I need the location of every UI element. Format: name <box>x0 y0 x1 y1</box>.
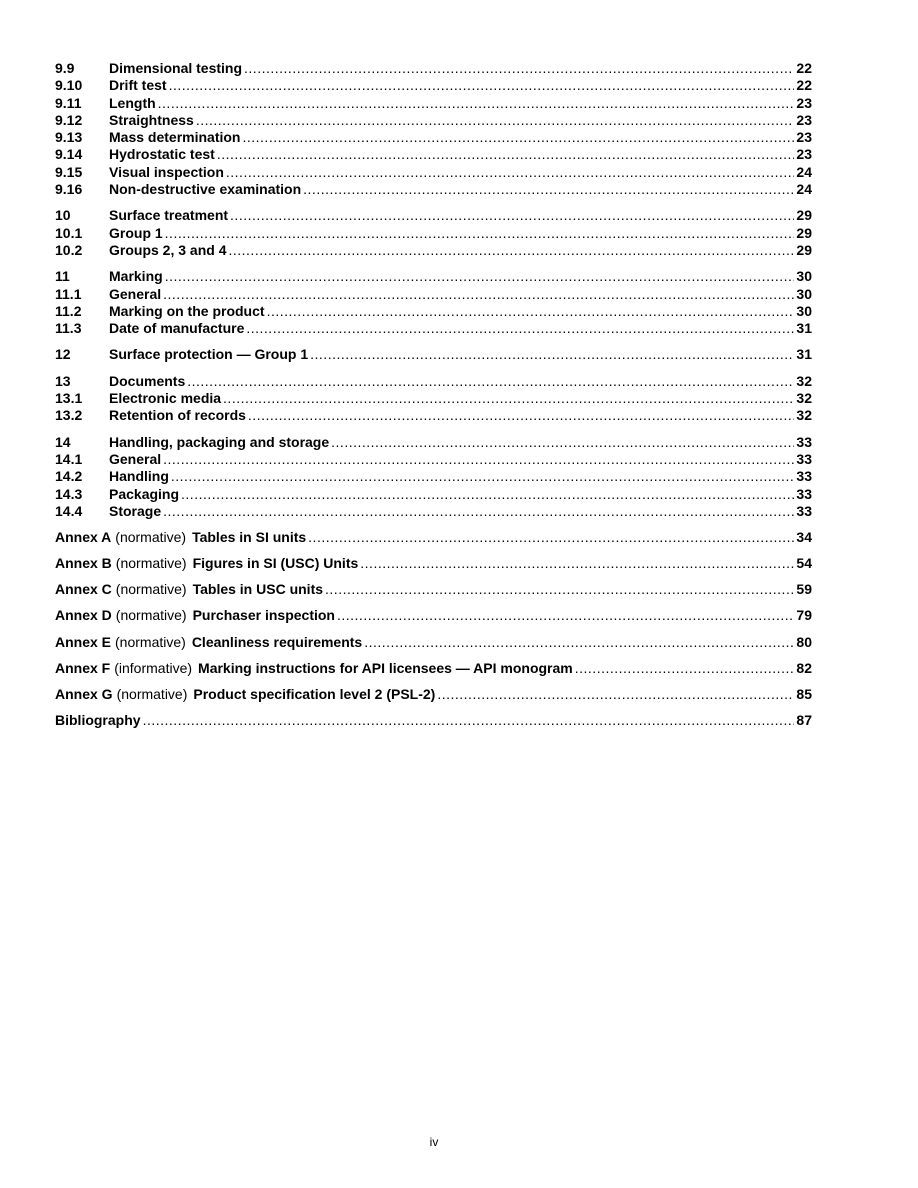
dot-leader <box>158 95 795 112</box>
toc-entry-number: 9.15 <box>55 163 83 180</box>
dot-leader <box>575 660 795 677</box>
annex-label: Annex B <box>55 555 112 572</box>
toc-group-12 <box>55 346 812 363</box>
dot-leader <box>163 286 794 303</box>
toc-entry-title: Dimensional testing <box>109 60 243 76</box>
bibliography-title: Bibliography <box>55 711 141 728</box>
toc-annex-entry[interactable] <box>55 607 812 624</box>
toc-annex-entry[interactable] <box>55 555 812 572</box>
annex-label: Annex G <box>55 685 113 702</box>
toc-bibliography-entry[interactable] <box>55 712 812 729</box>
annex-page: 59 <box>796 581 812 598</box>
toc-entry-title: Documents <box>109 372 186 389</box>
toc-entry[interactable] <box>55 373 812 390</box>
dot-leader <box>181 486 794 503</box>
toc-entry-number: 11 <box>55 268 70 285</box>
annex-page: 85 <box>796 685 812 702</box>
toc-entry-title: Group 1 <box>109 224 163 241</box>
annex-page: 80 <box>796 633 812 650</box>
toc-entry-title: Surface protection — Group 1 <box>109 346 309 363</box>
toc-annex-entry[interactable] <box>55 686 812 703</box>
dot-leader <box>308 529 794 546</box>
toc-entry-number: 9.14 <box>55 146 83 163</box>
toc-group-9 <box>55 60 812 198</box>
bibliography-page: 87 <box>796 711 812 728</box>
annex-kind: (informative) <box>114 659 193 676</box>
dot-leader <box>310 346 794 363</box>
toc-entry-title: Electronic media <box>109 390 222 407</box>
toc-entry-title: Surface treatment <box>109 207 229 224</box>
annex-label: Annex C <box>55 581 112 598</box>
annex-kind: (normative) <box>116 685 188 702</box>
toc-entry-page: 22 <box>796 60 812 76</box>
toc-annex-entry[interactable] <box>55 660 812 677</box>
annex-page: 79 <box>796 607 812 624</box>
toc-entry-title: Packaging <box>109 485 180 502</box>
toc-entry-page: 23 <box>796 111 812 128</box>
toc-entry-number: 14 <box>55 433 71 450</box>
toc-entry[interactable] <box>55 112 812 129</box>
toc-entry-page: 32 <box>796 390 812 407</box>
toc-entry[interactable] <box>55 242 812 259</box>
toc-entry-title: Non-destructive examination <box>109 181 302 198</box>
toc-entry[interactable] <box>55 486 812 503</box>
dot-leader <box>248 407 795 424</box>
toc-entry-number: 14.3 <box>55 485 83 502</box>
annex-label: Annex F <box>55 659 111 676</box>
toc-entry-page: 29 <box>796 241 812 258</box>
toc-entry-number: 14.2 <box>55 468 83 485</box>
annex-title: Cleanliness requirements <box>191 633 363 650</box>
page-number: iv <box>429 1135 439 1149</box>
annex-page: 54 <box>796 555 812 572</box>
dot-leader <box>242 129 794 146</box>
toc-entry-page: 24 <box>796 181 812 198</box>
dot-leader <box>143 712 795 729</box>
toc-entry-number: 11.2 <box>55 302 82 319</box>
toc-entry-title: Retention of records <box>109 407 246 424</box>
toc-entry-number: 14.1 <box>55 450 83 467</box>
annex-kind: (normative) <box>115 607 187 624</box>
toc-annex-entry[interactable] <box>55 634 812 651</box>
toc-group-14 <box>55 434 812 520</box>
annex-kind: (normative) <box>115 529 187 546</box>
toc-entry[interactable] <box>55 207 812 224</box>
toc-entry-number: 9.13 <box>55 129 83 146</box>
toc-entry-title: Handling <box>109 468 169 485</box>
dot-leader <box>360 555 794 572</box>
toc-entry[interactable] <box>55 407 812 424</box>
annex-title: Marking instructions for API licensees — API monogram <box>198 659 573 676</box>
toc-entry-page: 30 <box>796 285 812 302</box>
toc-entry-number: 9.9 <box>55 60 75 76</box>
toc-entry-page: 29 <box>796 224 812 241</box>
toc-entry-page: 33 <box>796 485 812 502</box>
toc-entry[interactable] <box>55 503 812 520</box>
dot-leader <box>169 77 795 94</box>
toc-entry-page: 29 <box>796 207 812 224</box>
dot-leader <box>437 686 794 703</box>
toc-entry-page: 33 <box>796 433 812 450</box>
toc-annexes <box>55 529 812 729</box>
toc-entry-number: 14.4 <box>55 502 83 519</box>
dot-leader <box>226 164 795 181</box>
toc-entry-page: 31 <box>796 346 812 363</box>
annex-page: 34 <box>796 529 812 546</box>
annex-label: Annex A <box>55 529 112 546</box>
annex-label: Annex E <box>55 633 112 650</box>
toc-entry[interactable] <box>55 146 812 163</box>
toc-entry-number: 9.12 <box>55 111 83 128</box>
toc-entry[interactable] <box>55 268 812 285</box>
toc-entry[interactable] <box>55 95 812 112</box>
annex-title: Tables in SI units <box>192 529 307 546</box>
toc-entry-title: Length <box>109 94 156 111</box>
toc-entry-title: Straightness <box>109 111 194 128</box>
dot-leader <box>246 320 794 337</box>
toc-entry[interactable] <box>55 164 812 181</box>
dot-leader <box>331 434 794 451</box>
dot-leader <box>196 112 795 129</box>
toc-entry-number: 12 <box>55 346 71 363</box>
annex-kind: (normative) <box>115 633 186 650</box>
annex-title: Purchaser inspection <box>192 607 335 624</box>
table-of-contents <box>55 60 812 738</box>
toc-entry-title: General <box>109 450 162 467</box>
toc-entry-title: Marking on the product <box>109 302 265 319</box>
toc-entry-page: 31 <box>796 320 812 337</box>
toc-entry-number: 10 <box>55 207 71 224</box>
toc-group-13 <box>55 373 812 425</box>
toc-entry-title: Groups 2, 3 and 4 <box>109 241 227 258</box>
toc-entry-title: Mass determination <box>109 129 241 146</box>
toc-entry-page: 23 <box>796 94 812 111</box>
toc-group-10 <box>55 207 812 259</box>
dot-leader <box>187 373 794 390</box>
toc-entry[interactable] <box>55 390 812 407</box>
dot-leader <box>244 60 794 77</box>
toc-entry-number: 10.1 <box>55 224 83 241</box>
toc-annex-entry[interactable] <box>55 581 812 598</box>
dot-leader <box>223 390 794 407</box>
toc-entry-number: 13 <box>55 372 71 389</box>
annex-title: Product specification level 2 (PSL-2) <box>193 685 436 702</box>
toc-entry-number: 9.11 <box>55 94 82 111</box>
toc-entry-number: 13.1 <box>55 390 83 407</box>
toc-entry[interactable] <box>55 303 812 320</box>
toc-entry[interactable] <box>55 346 812 363</box>
toc-entry-title: General <box>109 285 162 302</box>
annex-page: 82 <box>796 659 812 676</box>
toc-entry-page: 24 <box>796 163 812 180</box>
toc-entry-title: Visual inspection <box>109 163 224 180</box>
toc-annex-entry[interactable] <box>55 529 812 546</box>
dot-leader <box>171 468 795 485</box>
toc-entry-page: 22 <box>796 77 812 94</box>
dot-leader <box>230 207 794 224</box>
toc-entry-page: 33 <box>796 450 812 467</box>
toc-entry-number: 13.2 <box>55 407 83 424</box>
toc-group-11 <box>55 268 812 337</box>
toc-entry-page: 33 <box>796 468 812 485</box>
toc-entry[interactable] <box>55 468 812 485</box>
toc-entry-page: 23 <box>796 129 812 146</box>
toc-entry[interactable] <box>55 181 812 198</box>
dot-leader <box>337 607 794 624</box>
dot-leader <box>163 503 794 520</box>
dot-leader <box>165 268 795 285</box>
toc-entry-page: 33 <box>796 502 812 519</box>
toc-entry[interactable] <box>55 60 812 77</box>
toc-entry[interactable] <box>55 286 812 303</box>
toc-entry[interactable] <box>55 434 812 451</box>
toc-entry-page: 32 <box>796 407 812 424</box>
dot-leader <box>267 303 795 320</box>
dot-leader <box>217 146 795 163</box>
dot-leader <box>364 634 794 651</box>
dot-leader <box>325 581 794 598</box>
dot-leader <box>228 242 794 259</box>
toc-entry-page: 23 <box>796 146 812 163</box>
toc-entry-number: 10.2 <box>55 241 83 258</box>
dot-leader <box>165 225 795 242</box>
toc-entry-title: Storage <box>109 502 162 519</box>
toc-entry-title: Hydrostatic test <box>109 146 215 163</box>
toc-entry-number: 11.1 <box>55 285 82 302</box>
annex-title: Figures in SI (USC) Units <box>192 555 359 572</box>
toc-entry-title: Handling, packaging and storage <box>109 433 330 450</box>
dot-leader <box>303 181 794 198</box>
toc-entry-number: 9.16 <box>55 181 83 198</box>
annex-kind: (normative) <box>115 555 187 572</box>
annex-label: Annex D <box>55 607 112 624</box>
annex-title: Tables in USC units <box>192 581 324 598</box>
toc-entry-title: Marking <box>109 268 163 285</box>
toc-entry-title: Date of manufacture <box>109 320 245 337</box>
toc-entry-page: 30 <box>796 302 812 319</box>
toc-entry[interactable] <box>55 320 812 337</box>
toc-entry-number: 11.3 <box>55 320 82 337</box>
annex-kind: (normative) <box>115 581 187 598</box>
toc-entry-title: Drift test <box>109 77 167 94</box>
toc-entry-number: 9.10 <box>55 77 83 94</box>
toc-entry-page: 32 <box>796 372 812 389</box>
dot-leader <box>163 451 794 468</box>
toc-entry[interactable] <box>55 129 812 146</box>
toc-entry[interactable] <box>55 77 812 94</box>
toc-entry[interactable] <box>55 451 812 468</box>
toc-entry[interactable] <box>55 225 812 242</box>
toc-entry-page: 30 <box>796 268 812 285</box>
